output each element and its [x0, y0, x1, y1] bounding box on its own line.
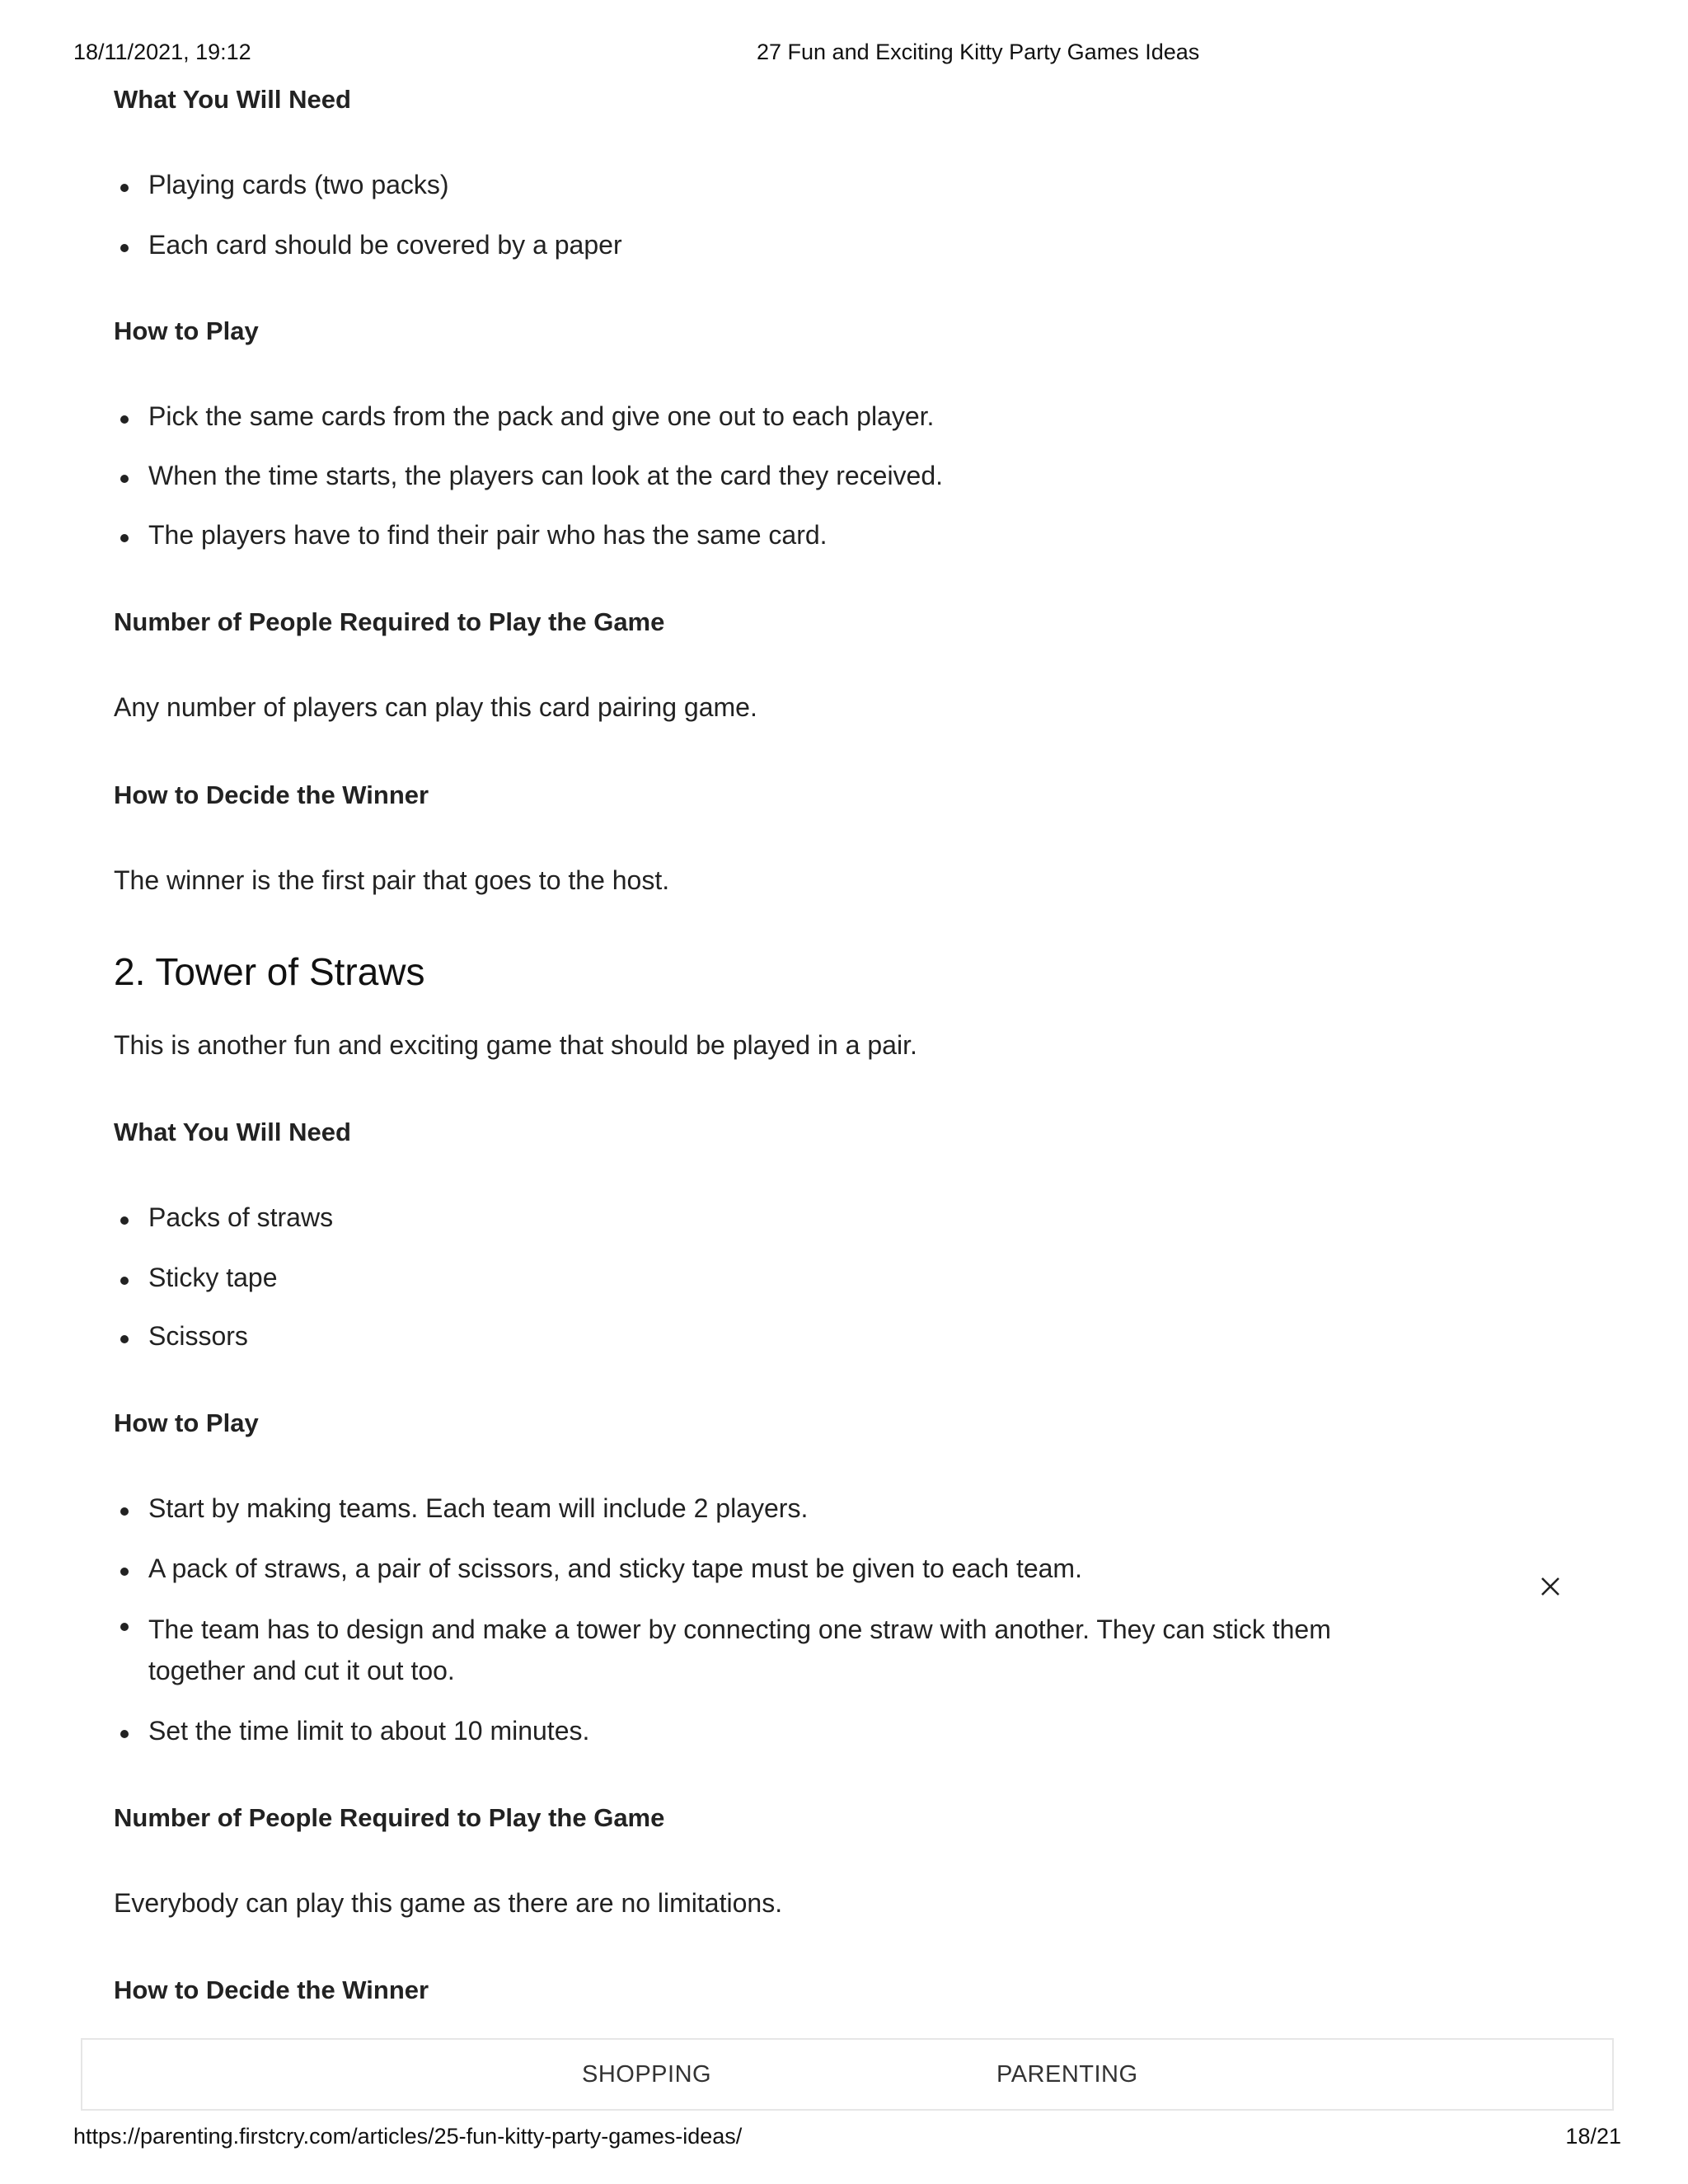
- print-datetime: 18/11/2021, 19:12: [73, 40, 251, 64]
- list-item: The team has to design and make a tower by connecting one straw with another. They can stick them together and cut it out too.: [114, 1609, 1368, 1691]
- list-item: Start by making teams. Each team will include 2 players.: [114, 1493, 808, 1524]
- list-item: Sticky tape: [114, 1263, 278, 1293]
- list-item: Each card should be covered by a paper: [114, 230, 622, 260]
- list-item: A pack of straws, a pair of scissors, and sticky tape must be given to each team.: [114, 1554, 1082, 1584]
- list-item: The players have to find their pair who has the same card.: [114, 520, 828, 551]
- bottom-nav-bar: [81, 2038, 1614, 2111]
- winner-heading: How to Decide the Winner: [114, 1975, 429, 2004]
- winner-text: The winner is the first pair that goes to the host.: [114, 865, 670, 895]
- print-page-title: 27 Fun and Exciting Kitty Party Games Ideas: [757, 40, 1200, 64]
- nav-item-parenting[interactable]: PARENTING: [996, 2061, 1138, 2088]
- people-required-text: Everybody can play this game as there are no limitations.: [114, 1888, 783, 1918]
- people-required-text: Any number of players can play this card pairing game.: [114, 692, 757, 722]
- print-page-number: 18/21: [1565, 2124, 1621, 2149]
- list-item: Playing cards (two packs): [114, 170, 449, 200]
- winner-heading: How to Decide the Winner: [114, 780, 429, 809]
- nav-item-shopping[interactable]: SHOPPING: [582, 2061, 712, 2088]
- list-item: Set the time limit to about 10 minutes.: [114, 1716, 589, 1746]
- how-to-play-heading: How to Play: [114, 316, 259, 345]
- how-to-play-heading: How to Play: [114, 1408, 259, 1437]
- people-required-heading: Number of People Required to Play the Game: [114, 607, 665, 636]
- section-title: 2. Tower of Straws: [114, 950, 425, 993]
- close-icon[interactable]: [1536, 1572, 1564, 1601]
- list-item: When the time starts, the players can look at the card they received.: [114, 461, 943, 491]
- need-heading: What You Will Need: [114, 1118, 351, 1146]
- print-page-url: https://parenting.firstcry.com/articles/25-fun-kitty-party-games-ideas/: [73, 2124, 743, 2149]
- need-heading: What You Will Need: [114, 85, 351, 114]
- list-item: Pick the same cards from the pack and give one out to each player.: [114, 401, 934, 432]
- people-required-heading: Number of People Required to Play the Game: [114, 1803, 665, 1832]
- list-item: Scissors: [114, 1321, 248, 1352]
- section-intro: This is another fun and exciting game that should be played in a pair.: [114, 1030, 917, 1060]
- list-item: Packs of straws: [114, 1202, 333, 1233]
